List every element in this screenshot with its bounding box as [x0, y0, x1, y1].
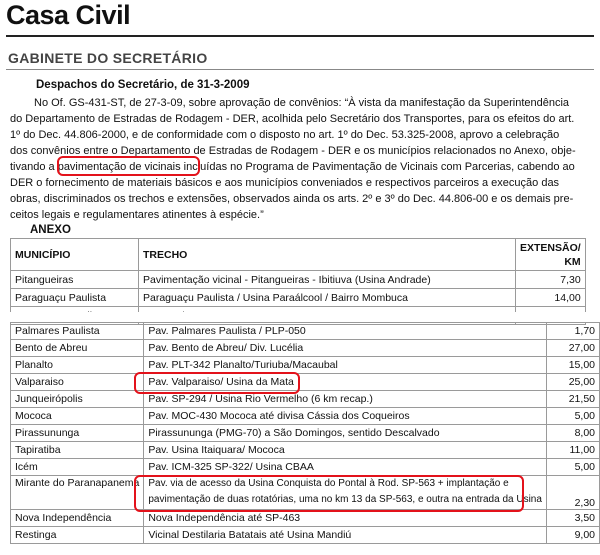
cell-municipio: Tapiratiba	[11, 442, 144, 459]
table-row	[11, 340, 600, 357]
table-row	[11, 408, 600, 425]
table-row	[11, 357, 600, 374]
despacho-header: Despachos do Secretário, de 31-3-2009	[36, 79, 250, 91]
cell-municipio: Paraguaçu Paulista	[11, 289, 139, 307]
cell-extensao: 5,00	[546, 459, 599, 476]
despacho-line: obras, discriminados os trechos e extensões, observados ainda os arts. 2º e 3º do Dec. 44.806-00 e os demais pre-	[10, 193, 574, 205]
cell-extensao: 1,70	[546, 323, 599, 340]
header-municipio: MUNICÍPIO	[11, 239, 139, 271]
table-row	[11, 374, 600, 391]
cell-extensao: 21,50	[546, 391, 599, 408]
cell-extensao: 3,50	[546, 510, 599, 527]
despacho-line: tivando a pavimentação de vicinais incluídas no Programa de Pavimentação de Vicinais com Parcerias, cabendo ao	[10, 161, 575, 173]
cell-trecho-line1: Pav. via de acesso da Usina Conquista do Pontal à Rod. SP-563 + implantação e	[148, 478, 509, 489]
highlight-box-valparaiso	[134, 372, 300, 394]
highlight-box-mirante	[134, 475, 524, 512]
cell-municipio: Icém	[11, 459, 144, 476]
header-trecho: TRECHO	[139, 239, 516, 271]
cell-trecho: Pav. ICM-325 SP-322/ Usina CBAA	[144, 459, 547, 476]
cell-municipio: Pitangueiras	[11, 271, 139, 289]
table-row	[11, 442, 600, 459]
cell-municipio: Mococa	[11, 408, 144, 425]
section-heading: GABINETE DO SECRETÁRIO	[8, 50, 208, 66]
cell-extensao: 2,30	[546, 476, 599, 510]
cell-extensao: 9,00	[546, 527, 599, 544]
cell-trecho: Nova Independência até SP-463	[144, 510, 547, 527]
cell-extensao: 7,30	[516, 271, 586, 289]
cell-trecho: Pavimentação vicinal - Pitangueiras - Ibitiuva (Usina Andrade)	[139, 271, 516, 289]
table-row	[11, 289, 586, 307]
cell-trecho: Pav. Bento de Abreu/ Div. Lucélia	[144, 340, 547, 357]
cell-extensao: 8,00	[546, 425, 599, 442]
cell-municipio: Planalto	[11, 357, 144, 374]
page-title: Casa Civil	[6, 0, 131, 30]
page-cut-gap	[0, 312, 600, 322]
cell-extensao: 11,00	[546, 442, 599, 459]
cell-extensao: 14,00	[516, 289, 586, 307]
table-row	[11, 271, 586, 289]
table-row	[11, 459, 600, 476]
cell-extensao: 15,00	[546, 357, 599, 374]
cell-trecho: Pav. Usina Itaiquara/ Mococa	[144, 442, 547, 459]
header-extensao: EXTENSÃO/ KM	[516, 239, 586, 271]
table-header-row	[11, 239, 586, 271]
cell-trecho: Pav. SP-294 / Usina Rio Vermelho (6 km recap.)	[144, 391, 547, 408]
despacho-line: dos convênios entre o Departamento de Estradas de Rodagem - DER e os municípios relacionados no Anexo, obje-	[10, 145, 576, 157]
cell-municipio: Bento de Abreu	[11, 340, 144, 357]
table-row	[11, 425, 600, 442]
cell-trecho-line2: pavimentação de duas rotatórias, uma no km 13 da SP-563, e outra na entrada da Usina	[148, 494, 542, 505]
despacho-line: 1º do Dec. 44.806-2000, e de conformidade com o disposto no art. 1º do Dec. 53.325-2008, aprovo a celebração	[10, 129, 560, 141]
cell-extensao: 25,00	[546, 374, 599, 391]
cell-municipio: Junqueirópolis	[11, 391, 144, 408]
cell-trecho: Vicinal Destilaria Batatais até Usina Mandiú	[144, 527, 547, 544]
despacho-line: No Of. GS-431-ST, de 27-3-09, sobre aprovação de convênios: “À vista da manifestação da Superintendência	[34, 97, 570, 109]
cell-municipio: Restinga	[11, 527, 144, 544]
cell-municipio: Pirassununga	[11, 425, 144, 442]
cell-trecho: Paraguaçu Paulista / Usina Paraálcool / Bairro Mombuca	[139, 289, 516, 307]
cell-municipio: Valparaiso	[11, 374, 144, 391]
cell-trecho: Pav. Palmares Paulista / PLP-050	[144, 323, 547, 340]
table-row	[11, 391, 600, 408]
cell-extensao: 5,00	[546, 408, 599, 425]
cell-extensao: 27,00	[546, 340, 599, 357]
despacho-line: do Departamento de Estradas de Rodagem - DER, acolhida pelo Secretário dos Transportes, para os efeitos do art.	[10, 113, 575, 125]
cell-trecho: Pav. Valparaiso/ Usina da Mata	[144, 374, 547, 391]
cell-municipio: Nova Independência	[11, 510, 144, 527]
cell-municipio: Mirante do Paranapanema	[11, 476, 144, 510]
highlight-box-vicinais	[57, 156, 200, 176]
cell-trecho: Pav. PLT-342 Planalto/Turiuba/Macaubal	[144, 357, 547, 374]
cell-municipio: Palmares Paulista	[11, 323, 144, 340]
title-rule	[6, 35, 594, 37]
cell-trecho: Pav. MOC-430 Mococa até divisa Cássia dos Coqueiros	[144, 408, 547, 425]
despacho-line: ceitos legais e regulamentares atinentes à espécie.”	[10, 209, 264, 221]
cell-trecho: Pirassununga (PMG-70) a São Domingos, sentido Descalvado	[144, 425, 547, 442]
anexo-heading: ANEXO	[30, 224, 71, 236]
table-row	[11, 527, 600, 544]
table-row	[11, 510, 600, 527]
section-rule	[6, 69, 594, 70]
despacho-line: DER o fornecimento de materiais básicos e aos municípios conveniados e respectivos parceiros a execução das	[10, 177, 560, 189]
table-row	[11, 323, 600, 340]
